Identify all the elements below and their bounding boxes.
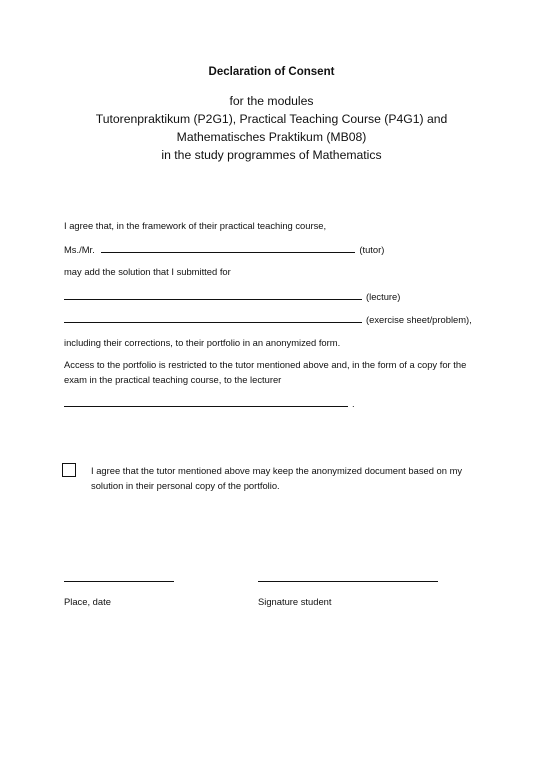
tutor-prefix: Ms./Mr. [64, 244, 95, 255]
lecture-row [64, 289, 400, 304]
signature-label: Signature student [258, 596, 332, 607]
tutor-suffix: (tutor) [359, 244, 385, 255]
document-subtitle [0, 92, 543, 164]
corrections-text: including their corrections, to their portfolio in an anonymized form. [64, 337, 341, 348]
place-date-label: Place, date [64, 596, 111, 607]
lecture-field[interactable] [64, 289, 362, 300]
document-title: Declaration of Consent [208, 66, 335, 78]
access-text-line-1: Access to the portfolio is restricted to the tutor mentioned above and, in the form of a copy for the [64, 359, 467, 370]
place-date-field[interactable] [64, 581, 174, 582]
signature-field[interactable] [258, 581, 438, 582]
tutor-row [64, 242, 384, 257]
exercise-field[interactable] [64, 312, 362, 323]
subtitle-line-4: in the study programmes of Mathematics [161, 148, 382, 162]
tutor-name-field[interactable] [101, 242, 355, 253]
consent-text-line-1: I agree that the tutor mentioned above may keep the anonymized document based on my [91, 465, 463, 476]
lecturer-suffix: . [352, 398, 355, 409]
exercise-suffix: (exercise sheet/problem), [366, 314, 472, 325]
lecture-suffix: (lecture) [366, 291, 401, 302]
subtitle-line-1: for the modules [229, 94, 314, 108]
subtitle-line-3: Mathematisches Praktikum (MB08) [176, 130, 367, 144]
consent-text-line-2: solution in their personal copy of the portfolio. [91, 480, 280, 491]
subtitle-line-2: Tutorenpraktikum (P2G1), Practical Teaching Course (P4G1) and [95, 112, 448, 126]
exercise-row [64, 312, 472, 327]
consent-checkbox[interactable] [62, 463, 76, 477]
lecturer-field[interactable] [64, 396, 348, 407]
access-text-line-2: exam in the practical teaching course, to the lecturer [64, 374, 282, 385]
solution-text: may add the solution that I submitted for [64, 266, 231, 277]
lecturer-row [64, 396, 355, 411]
intro-text: I agree that, in the framework of their practical teaching course, [64, 220, 327, 231]
